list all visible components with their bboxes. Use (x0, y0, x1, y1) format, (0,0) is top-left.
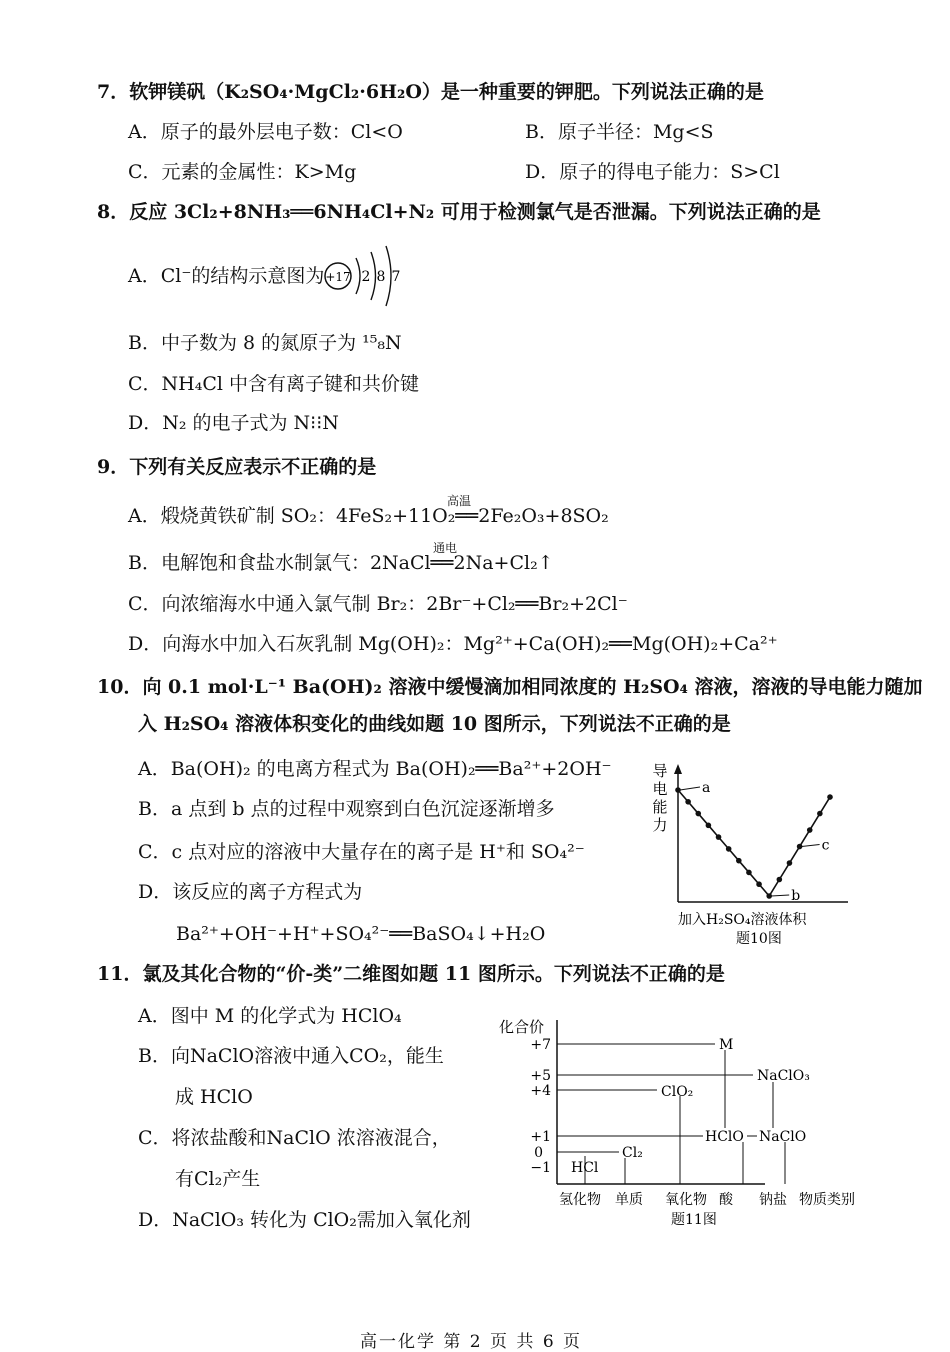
q10-ylabel (652, 762, 667, 834)
q10-data-point (777, 877, 783, 883)
q11-species-hclo: HClO (705, 1129, 744, 1145)
q7-option-a: A．原子的最外层电子数：Cl<O (128, 121, 403, 143)
q10-data-point (695, 811, 701, 817)
q10-curve (678, 790, 830, 896)
page-footer: 高一化学 第 2 页 共 6 页 (360, 1332, 583, 1352)
q11-caption: 题11图 (671, 1212, 717, 1228)
q8-option-b: B．中子数为 8 的氮原子为 ¹⁵₈N (128, 332, 402, 354)
q7-stem: 7．软钾镁矾（K₂SO₄·MgCl₂·6H₂O）是一种重要的钾肥。下列说法正确的是 (97, 81, 764, 103)
q10-data-point (797, 844, 803, 850)
q10-data-point (726, 846, 732, 852)
q11-option-c-line2: 有Cl₂产生 (175, 1168, 261, 1190)
q7-option-d: D．原子的得电子能力：S>Cl (525, 161, 780, 183)
shell-2-electrons: 8 (376, 269, 386, 285)
shell-arc-2 (371, 252, 376, 300)
shell-arc-1 (356, 258, 360, 294)
q10-ylabel-char: 电 (652, 780, 668, 798)
q10-data-point (746, 870, 752, 876)
q11-xcat: 物质类别 (799, 1192, 855, 1208)
q10-option-c: C．c 点对应的溶液中大量存在的离子是 H⁺和 SO₄²⁻ (138, 841, 585, 863)
q9-b-condition: 通电 (433, 541, 458, 555)
q10-data-point (716, 834, 722, 840)
q11-xcat: 氧化物 (665, 1192, 707, 1208)
q10-y-arrow (674, 764, 682, 774)
q10-conductivity-chart (648, 760, 858, 952)
q11-species-m: M (719, 1037, 734, 1053)
q10-point-c-label: c (821, 837, 830, 854)
q11-xcat: 单质 (615, 1192, 643, 1208)
q10-data-point (706, 823, 712, 829)
q11-species-clo2: ClO₂ (661, 1084, 694, 1100)
q11-option-b-line2: 成 HClO (175, 1086, 253, 1108)
q11-species-naclo3: NaClO₃ (757, 1068, 810, 1084)
q11-stem: 11．氯及其化合物的“价-类”二维图如题 11 图所示。下列说法不正确的是 (97, 963, 725, 985)
q11-species-cl2: Cl₂ (622, 1145, 643, 1161)
q11-ytick: +4 (530, 1083, 551, 1099)
q11-xcat: 氢化物 (559, 1192, 601, 1208)
q11-option-c-line1: C．将浓盐酸和NaClO 浓溶液混合， (138, 1127, 451, 1149)
q10-point-a-label: a (702, 780, 711, 796)
nucleus-charge: +17 (325, 270, 351, 284)
q10-data-point (685, 799, 691, 805)
q10-data-point (756, 881, 762, 887)
q10-data-point (675, 787, 681, 793)
q8-stem: 8．反应 3Cl₂+8NH₃══6NH₄Cl+N₂ 可用于检测氯气是否泄漏。下列说法正确的是 (97, 201, 821, 223)
q10-leader-c (802, 845, 820, 847)
q10-data-point (766, 893, 772, 899)
q10-stem-line2: 入 H₂SO₄ 溶液体积变化的曲线如题 10 图所示，下列说法不正确的是 (138, 713, 731, 735)
q9-a-condition: 高温 (447, 494, 472, 508)
q11-xcat: 酸 (719, 1192, 733, 1208)
cl-ion-structure-diagram (322, 240, 412, 308)
q8-option-a: A．Cl⁻的结构示意图为 (128, 265, 325, 287)
q10-data-point (787, 860, 793, 866)
q11-ytick: +7 (530, 1037, 551, 1053)
q9-option-d: D．向海水中加入石灰乳制 Mg(OH)₂：Mg²⁺+Ca(OH)₂══Mg(OH)₂+Ca²⁺ (128, 633, 778, 655)
q10-caption: 题10图 (736, 931, 782, 947)
q11-option-b-line1: B．向NaClO溶液中通入CO₂，能生 (138, 1045, 444, 1067)
q10-data-point (736, 858, 742, 864)
q10-ylabel-char: 导 (652, 762, 668, 780)
q10-point-b-label: b (791, 888, 801, 904)
q10-stem-line1: 10．向 0.1 mol·L⁻¹ Ba(OH)₂ 溶液中缓慢滴加相同浓度的 H₂SO₄ 溶液，溶液的导电能力随加 (97, 676, 923, 698)
q11-species-hcl: HCl (571, 1160, 599, 1176)
q10-data-point (827, 794, 833, 800)
q11-y-ticks (530, 1037, 551, 1176)
shell-arc-3 (386, 246, 391, 306)
q11-ytick: +5 (530, 1068, 551, 1084)
q11-xcat: 钠盐 (759, 1192, 787, 1208)
q9-option-b: B．电解饱和食盐水制氯气：2NaCl══2Na+Cl₂↑ (128, 552, 554, 574)
q11-ytick: 0 (534, 1145, 543, 1161)
q11-ylabel: 化合价 (499, 1018, 545, 1036)
q10-option-d: D．该反应的离子方程式为 (138, 881, 363, 903)
q10-leader-a (680, 787, 700, 790)
q10-leader-b (771, 895, 789, 896)
q10-data-point (817, 811, 823, 817)
q10-data-point (807, 827, 813, 833)
q10-xlabel: 加入H₂SO₄溶液体积 (678, 912, 807, 928)
q10-data-points (675, 787, 833, 899)
q8-option-d: D．N₂ 的电子式为 N⁝⁝N (128, 412, 339, 434)
q10-option-a: A．Ba(OH)₂ 的电离方程式为 Ba(OH)₂══Ba²⁺+2OH⁻ (138, 758, 612, 780)
q7-option-c: C．元素的金属性：K>Mg (128, 161, 357, 183)
shell-1-electrons: 2 (361, 269, 371, 285)
q11-option-a: A．图中 M 的化学式为 HClO₄ (138, 1005, 402, 1027)
q9-option-c: C．向浓缩海水中通入氯气制 Br₂：2Br⁻+Cl₂══Br₂+2Cl⁻ (128, 593, 628, 615)
q8-option-c: C．NH₄Cl 中含有离子键和共价键 (128, 373, 420, 395)
shell-3-electrons: 7 (391, 269, 401, 285)
q11-ytick: +1 (530, 1129, 551, 1145)
q11-species-naclo: NaClO (759, 1129, 807, 1145)
q7-option-b: B．原子半径：Mg<S (525, 121, 714, 143)
q11-ytick: −1 (530, 1160, 551, 1176)
q9-stem: 9．下列有关反应表示不正确的是 (97, 456, 377, 478)
q10-option-d-equation: Ba²⁺+OH⁻+H⁺+SO₄²⁻══BaSO₄↓+H₂O (176, 923, 546, 945)
q10-option-b: B．a 点到 b 点的过程中观察到白色沉淀逐渐增多 (138, 798, 555, 820)
q11-valence-class-chart (495, 1012, 870, 1232)
q10-ylabel-char: 力 (652, 816, 668, 834)
q9-option-a: A．煅烧黄铁矿制 SO₂：4FeS₂+11O₂══2Fe₂O₃+8SO₂ (128, 505, 609, 527)
q11-option-d: D．NaClO₃ 转化为 ClO₂需加入氧化剂 (138, 1209, 471, 1231)
q10-ylabel-char: 能 (652, 798, 668, 816)
